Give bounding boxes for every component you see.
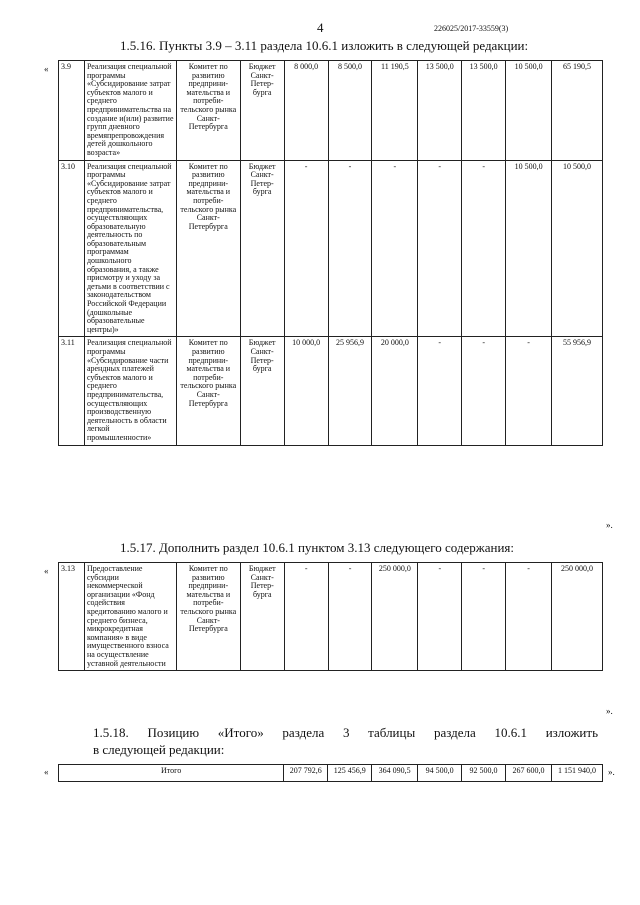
heading-line-2: в следующей редакции: xyxy=(93,742,225,757)
row-value: 13 500,0 xyxy=(418,61,462,161)
row-value: - xyxy=(328,563,372,671)
row-value: 10 500,0 xyxy=(506,160,552,337)
table-row xyxy=(59,160,603,337)
itogo-label: Итого xyxy=(59,765,284,782)
row-value: - xyxy=(284,563,328,671)
row-value: 250 000,0 xyxy=(372,563,418,671)
row-value: 250 000,0 xyxy=(551,563,602,671)
table-row xyxy=(59,61,603,161)
close-quote-2: ». xyxy=(606,706,613,716)
row-name: Предоставление субсидии некоммерческой организации «Фонд содействия кредитованию малого и среднего бизнеса, микрокредитная компания» в виде имущественного взноса на осуществление уставной деятельности xyxy=(84,563,176,671)
row-value: - xyxy=(284,160,328,337)
row-value: 8 500,0 xyxy=(328,61,372,161)
row-value: - xyxy=(418,337,462,445)
row-source: Бюджет Санкт-Петер-бурга xyxy=(240,563,284,671)
heading-word: 3 xyxy=(342,725,350,740)
section-heading-1-5-18 xyxy=(93,724,598,758)
row-executor: Комитет по развитию предприни-мательства и потреби-тельского рынка Санкт-Петербурга xyxy=(176,563,240,671)
row-executor: Комитет по развитию предприни-мательства и потреби-тельского рынка Санкт-Петербурга xyxy=(176,337,240,445)
heading-word: 10.6.1 xyxy=(494,725,527,740)
row-name: Реализация специальной программы «Субсидирование затрат субъектов малого и среднего предпринимательства, осуществляющих образовательную деятельность по образовательным программам дошкольного образования, а также присмотру и уходу за детьми в соответствии с законодательством Российской Федерации (дошкольные образовательные центры)» xyxy=(84,160,176,337)
heading-word: «Итого» xyxy=(217,725,264,740)
row-value: - xyxy=(462,563,506,671)
row-value: - xyxy=(506,563,552,671)
row-value: 25 956,9 xyxy=(328,337,372,445)
itogo-value: 94 500,0 xyxy=(418,765,462,782)
row-value: 10 000,0 xyxy=(284,337,328,445)
row-value: - xyxy=(328,160,372,337)
row-value: 65 190,5 xyxy=(552,61,603,161)
close-quote-1: ». xyxy=(606,520,613,530)
row-value: 10 500,0 xyxy=(552,160,603,337)
open-quote-3: « xyxy=(44,767,49,777)
heading-word: Позицию xyxy=(147,725,200,740)
row-source: Бюджет Санкт-Петер-бурга xyxy=(240,337,284,445)
row-source: Бюджет Санкт-Петер-бурга xyxy=(240,160,284,337)
itogo-value: 1 151 940,0 xyxy=(551,765,602,782)
table-itogo xyxy=(58,764,603,782)
table-row xyxy=(59,337,603,445)
row-value: - xyxy=(418,563,462,671)
row-value: 10 500,0 xyxy=(506,61,552,161)
close-quote-3: ». xyxy=(608,767,615,777)
row-executor: Комитет по развитию предприни-мательства и потреби-тельского рынка Санкт-Петербурга xyxy=(176,160,240,337)
row-value: - xyxy=(462,160,506,337)
row-value: - xyxy=(418,160,462,337)
table-section-3-13 xyxy=(58,562,603,671)
row-value: 20 000,0 xyxy=(372,337,418,445)
itogo-value: 267 600,0 xyxy=(506,765,552,782)
row-name: Реализация специальной программы «Субсидирование части арендных платежей субъектов малого и среднего предпринимательства, осуществляющих производственную деятельность в области легкой промышленности» xyxy=(84,337,176,445)
row-value: 11 190,5 xyxy=(372,61,418,161)
heading-word: раздела xyxy=(282,725,325,740)
table-section-3-9-3-11 xyxy=(58,60,603,446)
row-value: 8 000,0 xyxy=(284,61,328,161)
section-heading-1-5-16: 1.5.16. Пункты 3.9 – 3.11 раздела 10.6.1 изложить в следующей редакции: xyxy=(120,38,529,53)
row-value: - xyxy=(372,160,418,337)
table-row xyxy=(59,765,603,782)
row-number: 3.11 xyxy=(59,337,85,445)
heading-word: раздела xyxy=(433,725,476,740)
row-number: 3.13 xyxy=(59,563,85,671)
row-executor: Комитет по развитию предприни-мательства и потреби-тельского рынка Санкт-Петербурга xyxy=(176,61,240,161)
row-value: - xyxy=(506,337,552,445)
section-heading-1-5-17: 1.5.17. Дополнить раздел 10.6.1 пунктом 3.13 следующего содержания: xyxy=(120,540,515,555)
row-value: - xyxy=(462,337,506,445)
row-name: Реализация специальной программы «Субсидирование затрат субъектов малого и среднего предпринимательства на создание и(или) развитие групп дневного времяпрепровождения детей дошкольного возраста» xyxy=(84,61,176,161)
itogo-value: 207 792,6 xyxy=(284,765,328,782)
open-quote-2: « xyxy=(44,566,49,576)
page-number: 4 xyxy=(317,20,324,35)
row-value: 55 956,9 xyxy=(552,337,603,445)
itogo-value: 92 500,0 xyxy=(462,765,506,782)
row-number: 3.10 xyxy=(59,160,85,337)
row-number: 3.9 xyxy=(59,61,85,161)
document-code: 226025/2017-33559(3) xyxy=(434,24,509,33)
heading-word: таблицы xyxy=(368,725,416,740)
itogo-value: 364 090,5 xyxy=(372,765,418,782)
open-quote-1: « xyxy=(44,64,49,74)
table-row xyxy=(59,563,603,671)
heading-word: изложить xyxy=(545,725,598,740)
row-value: 13 500,0 xyxy=(462,61,506,161)
itogo-value: 125 456,9 xyxy=(328,765,372,782)
heading-word: 1.5.18. xyxy=(93,725,129,740)
row-source: Бюджет Санкт-Петер-бурга xyxy=(240,61,284,161)
